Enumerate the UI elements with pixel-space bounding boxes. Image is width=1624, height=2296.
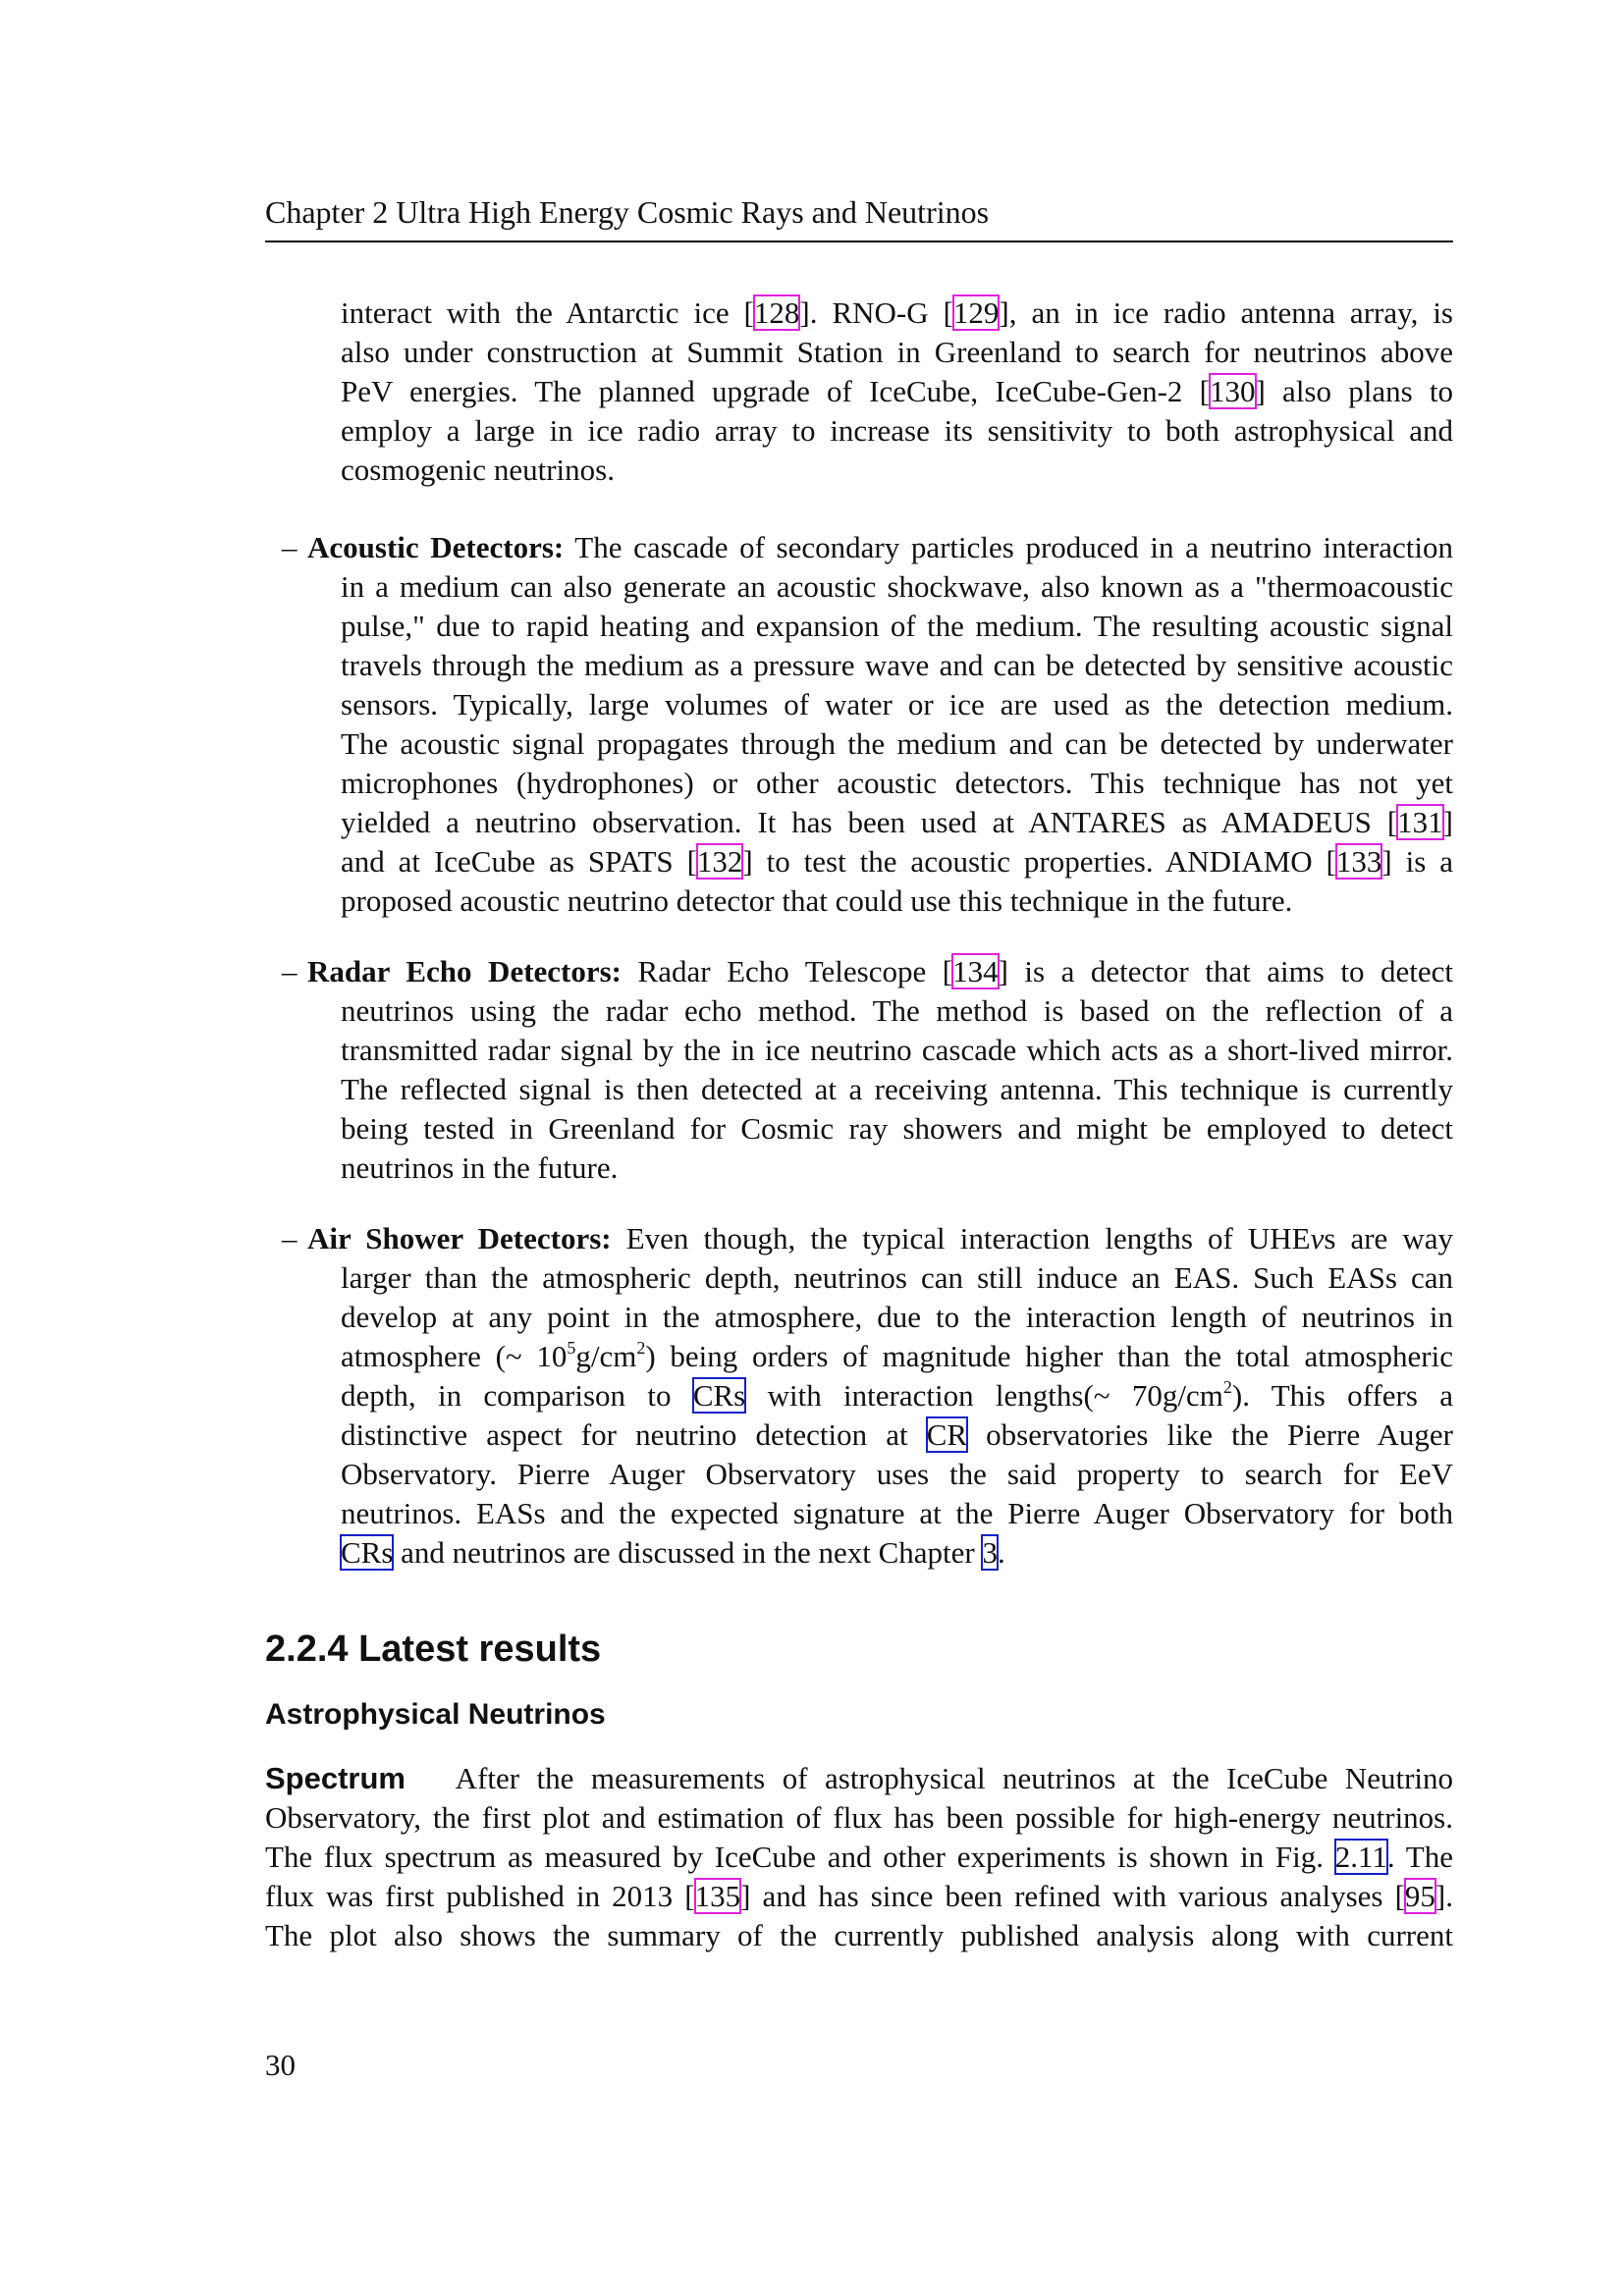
text-line: yielded a neutrino observation. It has been used at ANTARES as AMADEUS [131] xyxy=(341,805,1453,839)
text-line: neutrinos in the future. xyxy=(341,1150,619,1185)
text-line: Radar Echo Detectors: Radar Echo Telescope [134] is a detector that aims to detect xyxy=(307,954,1453,988)
text-line: proposed acoustic neutrino detector that could use this technique in the future. xyxy=(341,883,1293,918)
text-line: sensors. Typically, large volumes of water or ice are used as the detection medium. xyxy=(341,687,1453,721)
text-line: in a medium can also generate an acoustic shockwave, also known as a "thermoacoustic xyxy=(341,569,1453,604)
text-line: neutrinos using the radar echo method. The method is based on the reflection of a xyxy=(341,993,1453,1028)
subsection-heading: Astrophysical Neutrinos xyxy=(265,1698,606,1731)
paragraph-heading: Spectrum xyxy=(265,1761,406,1795)
text-line: distinctive aspect for neutrino detection at CR observatories like the Pierre Auger xyxy=(341,1417,1453,1452)
citation-link[interactable]: 128 xyxy=(753,295,800,330)
glossary-link-crs[interactable]: CRs xyxy=(341,1535,394,1570)
text-line: The plot also shows the summary of the currently published analysis along with current xyxy=(265,1918,1453,1952)
text-line: atmosphere (~ $10^5g/cm^2$) being orders of magnitude higher than the total atmospheric xyxy=(341,1338,1453,1373)
text-line: PeV energies. The planned upgrade of IceCube, IceCube-Gen-2 [130] also plans to xyxy=(341,374,1453,408)
citation-link[interactable]: 95 xyxy=(1404,1879,1435,1913)
text-line: neutrinos. EASs and the expected signature at the Pierre Auger Observatory for both xyxy=(341,1496,1453,1530)
glossary-link-crs[interactable]: CRs xyxy=(692,1378,746,1413)
nu-symbol: ν xyxy=(1310,1221,1325,1255)
text-line: Observatory, the first plot and estimation of flux has been possible for high-energy neutrinos. xyxy=(265,1800,1453,1835)
text-line: pulse," due to rapid heating and expansion of the medium. The resulting acoustic signal xyxy=(341,609,1453,643)
text-line: cosmogenic neutrinos. xyxy=(341,453,615,487)
glossary-link-cr[interactable]: CR xyxy=(926,1417,968,1452)
list-dash: – xyxy=(282,530,298,564)
running-header: Chapter 2 Ultra High Energy Cosmic Rays and Neutrinos xyxy=(265,194,990,230)
text-line: The acoustic signal propagates through the medium and can be detected by underwater xyxy=(341,726,1453,761)
list-dash: – xyxy=(282,954,298,988)
citation-link[interactable]: 129 xyxy=(952,295,1000,330)
text-line: Acoustic Detectors: The cascade of secondary particles produced in a neutrino interaction xyxy=(307,530,1454,564)
text-line: Air Shower Detectors: Even though, the typical interaction lengths of UHEνs are way xyxy=(307,1221,1454,1255)
citation-link[interactable]: 134 xyxy=(952,954,999,988)
text-line: larger than the atmospheric depth, neutrinos can still induce an EAS. Such EASs can xyxy=(341,1260,1453,1295)
citation-link[interactable]: 132 xyxy=(696,844,743,879)
citation-link[interactable]: 135 xyxy=(694,1879,741,1913)
text-line: The reflected signal is then detected at a receiving antenna. This technique is currently xyxy=(341,1072,1453,1106)
section-heading: 2.2.4 Latest results xyxy=(265,1629,602,1670)
text-line: Spectrum After the measurements of astrophysical neutrinos at the IceCube Neutrino xyxy=(265,1761,1453,1795)
chapter-link[interactable]: 3 xyxy=(982,1535,998,1570)
text-line: CRs and neutrinos are discussed in the next Chapter 3. xyxy=(341,1535,1005,1570)
text-line: interact with the Antarctic ice [128]. RNO-G [129], an in ice radio antenna array, is xyxy=(341,295,1453,330)
text-line: transmitted radar signal by the in ice neutrino cascade which acts as a short-lived mirror. xyxy=(341,1033,1453,1067)
text-line: being tested in Greenland for Cosmic ray showers and might be employed to detect xyxy=(341,1111,1453,1146)
text-line: microphones (hydrophones) or other acoustic detectors. This technique has not yet xyxy=(341,766,1453,800)
item-label: Radar Echo Detectors: xyxy=(307,954,623,988)
text-line: travels through the medium as a pressure wave and can be detected by sensitive acoustic xyxy=(341,648,1453,682)
text-line: develop at any point in the atmosphere, due to the interaction length of neutrinos in xyxy=(341,1300,1453,1334)
text-line: also under construction at Summit Station in Greenland to search for neutrinos above xyxy=(341,335,1453,369)
item-label: Acoustic Detectors: xyxy=(307,530,565,564)
text-line: The flux spectrum as measured by IceCube and other experiments is shown in Fig. 2.11. The xyxy=(265,1840,1453,1874)
header-rule xyxy=(265,240,1453,242)
page-number: 30 xyxy=(265,2048,296,2082)
list-dash: – xyxy=(282,1221,298,1255)
text-line: Observatory. Pierre Auger Observatory uses the said property to search for EeV xyxy=(341,1457,1453,1491)
citation-link[interactable]: 130 xyxy=(1210,374,1256,408)
item-label: Air Shower Detectors: xyxy=(307,1221,612,1255)
figure-link[interactable]: 2.11 xyxy=(1334,1840,1387,1874)
citation-link[interactable]: 133 xyxy=(1335,844,1382,879)
text-line: depth, in comparison to CRs with interaction lengths(~ $70g/cm^2$). This offers a xyxy=(341,1377,1454,1413)
text-line: flux was first published in 2013 [135] and has since been refined with various analyses [95]. xyxy=(265,1879,1453,1913)
text-line: employ a large in ice radio array to increase its sensitivity to both astrophysical and xyxy=(341,413,1453,448)
text-line: and at IceCube as SPATS [132] to test the acoustic properties. ANDIAMO [133] is a xyxy=(341,844,1453,879)
citation-link[interactable]: 131 xyxy=(1397,805,1443,839)
